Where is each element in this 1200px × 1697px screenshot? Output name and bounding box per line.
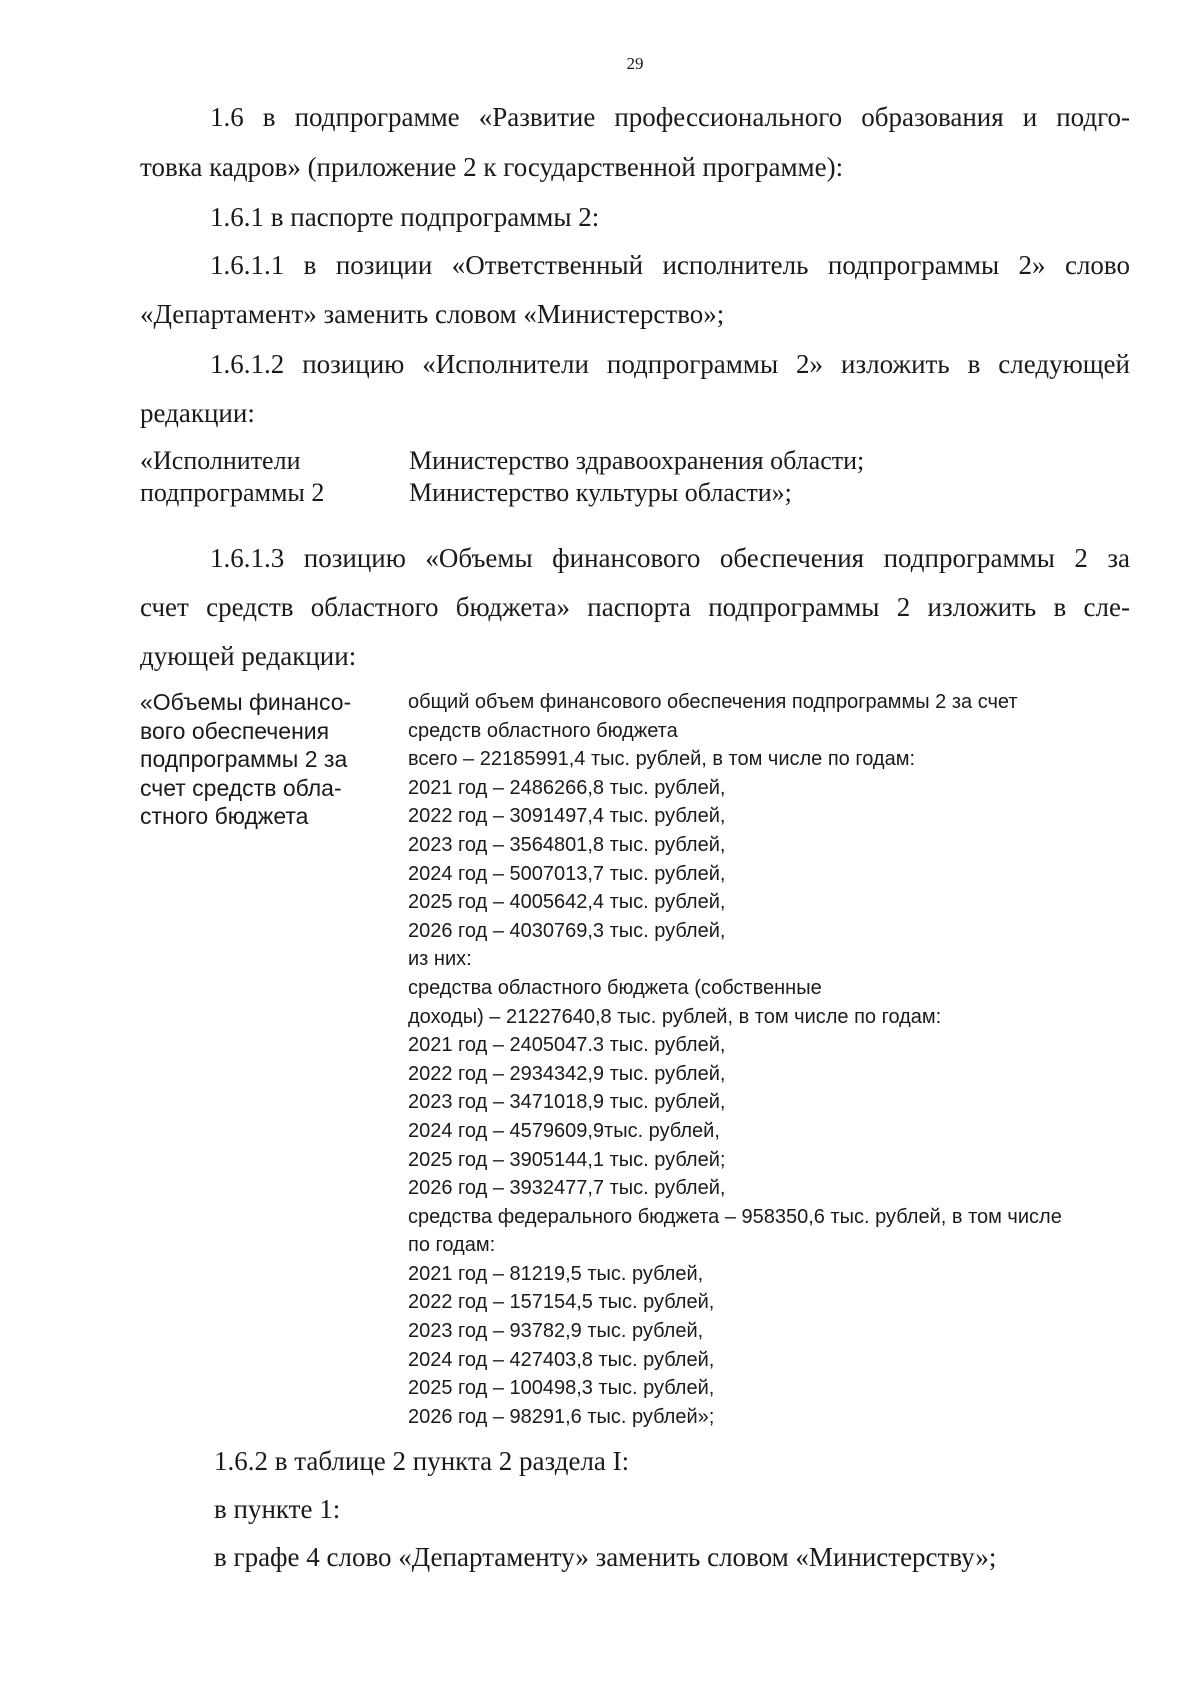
finance-label-line: стного бюджета [140,803,309,829]
finance-value-line: 2025 год – 100498,3 тыс. рублей, [408,1377,715,1400]
paragraph-1-6-line-2: товка кадров» (приложение 2 к государственной программе): [140,152,844,182]
finance-value-line: средств областного бюджета [408,719,678,742]
finance-value-line: 2024 год – 427403,8 тыс. рублей, [408,1348,715,1371]
finance-label-line: счет средств обла- [140,774,342,801]
finance-label-line: подпрограммы 2 за [140,746,348,772]
finance-value-line: 2026 год – 3932477,7 тыс. рублей, [408,1177,726,1200]
finance-label-line: вого обеспечения [140,717,330,744]
finance-value-line: 2024 год – 5007013,7 тыс. рублей, [408,862,726,885]
finance-value-line: средства областного бюджета (собственные [408,976,822,999]
paragraph-column-4: в графе 4 слово «Департаменту» заменить словом «Министерству»; [214,1542,997,1572]
executors-value-line-2: Министерство культуры области»; [409,478,792,507]
paragraph-1-6-line-1: 1.6 в подпрограмме «Развитие профессионального образования и подго- [210,102,1130,132]
paragraph-1-6-1-3-line-3: дующей редакции: [140,641,357,671]
paragraph-1-6-1-3-line-2: счет средств областного бюджета» паспорта подпрограммы 2 изложить в сле- [140,592,1130,622]
paragraph-1-6-1-1-line-2: «Департамент» заменить словом «Министерство»; [140,299,725,329]
paragraph-1-6-1-2-line-1: 1.6.1.2 позицию «Исполнители подпрограммы 2» изложить в следующей [210,349,1130,379]
finance-value-line: 2021 год – 2486266,8 тыс. рублей, [408,776,726,799]
finance-label [140,688,380,831]
finance-value-line: 2023 год – 3471018,9 тыс. рублей, [408,1091,726,1114]
finance-values [408,688,1128,1431]
finance-value-line: из них: [408,948,472,971]
executors-label-line-1: «Исполнители [140,446,301,475]
paragraph-1-6-2: 1.6.2 в таблице 2 пункта 2 раздела I: [214,1446,630,1476]
finance-value-line: всего – 22185991,4 тыс. рублей, в том числе по годам: [408,748,916,771]
finance-value-line: доходы) – 21227640,8 тыс. рублей, в том числе по годам: [408,1005,942,1028]
finance-value-line: 2025 год – 3905144,1 тыс. рублей; [408,1148,726,1171]
executors-label-line-2: подпрограммы 2 [140,478,325,507]
finance-label-line: «Объемы финансо- [140,689,352,715]
finance-value-line: 2025 год – 4005642,4 тыс. рублей, [408,891,726,914]
paragraph-1-6-1-2-line-2: редакции: [140,398,255,428]
finance-value-line: 2024 год – 4579609,9тыс. рублей, [408,1119,720,1142]
page-number: 29 [626,54,644,73]
paragraph-in-point-1: в пункте 1: [214,1494,341,1524]
finance-value-line: по годам: [408,1234,496,1257]
paragraph-1-6-1: 1.6.1 в паспорте подпрограммы 2: [210,202,600,232]
finance-value-line: общий объем финансового обеспечения подпрограммы 2 за счет [408,691,1018,713]
finance-value-line: 2026 год – 4030769,3 тыс. рублей, [408,919,726,942]
finance-value-line: 2022 год – 157154,5 тыс. рублей, [408,1291,715,1314]
paragraph-1-6-1-1-line-1: 1.6.1.1 в позиции «Ответственный исполнитель подпрограммы 2» слово [210,250,1130,280]
finance-value-line: 2022 год – 2934342,9 тыс. рублей, [408,1062,726,1085]
finance-value-line: 2022 год – 3091497,4 тыс. рублей, [408,805,726,828]
finance-value-line: 2026 год – 98291,6 тыс. рублей»; [408,1405,715,1428]
executors-value-line-1: Министерство здравоохранения области; [409,446,865,475]
finance-value-line: 2021 год – 2405047.3 тыс. рублей, [408,1034,726,1057]
finance-value-line: 2023 год – 93782,9 тыс. рублей, [408,1320,704,1343]
finance-value-line: 2021 год – 81219,5 тыс. рублей, [408,1262,704,1285]
finance-value-line: средства федерального бюджета – 958350,6 тыс. рублей, в том числе [408,1205,1062,1228]
paragraph-1-6-1-3-line-1: 1.6.1.3 позицию «Объемы финансового обеспечения подпрограммы 2 за [210,543,1130,573]
finance-value-line: 2023 год – 3564801,8 тыс. рублей, [408,833,726,856]
